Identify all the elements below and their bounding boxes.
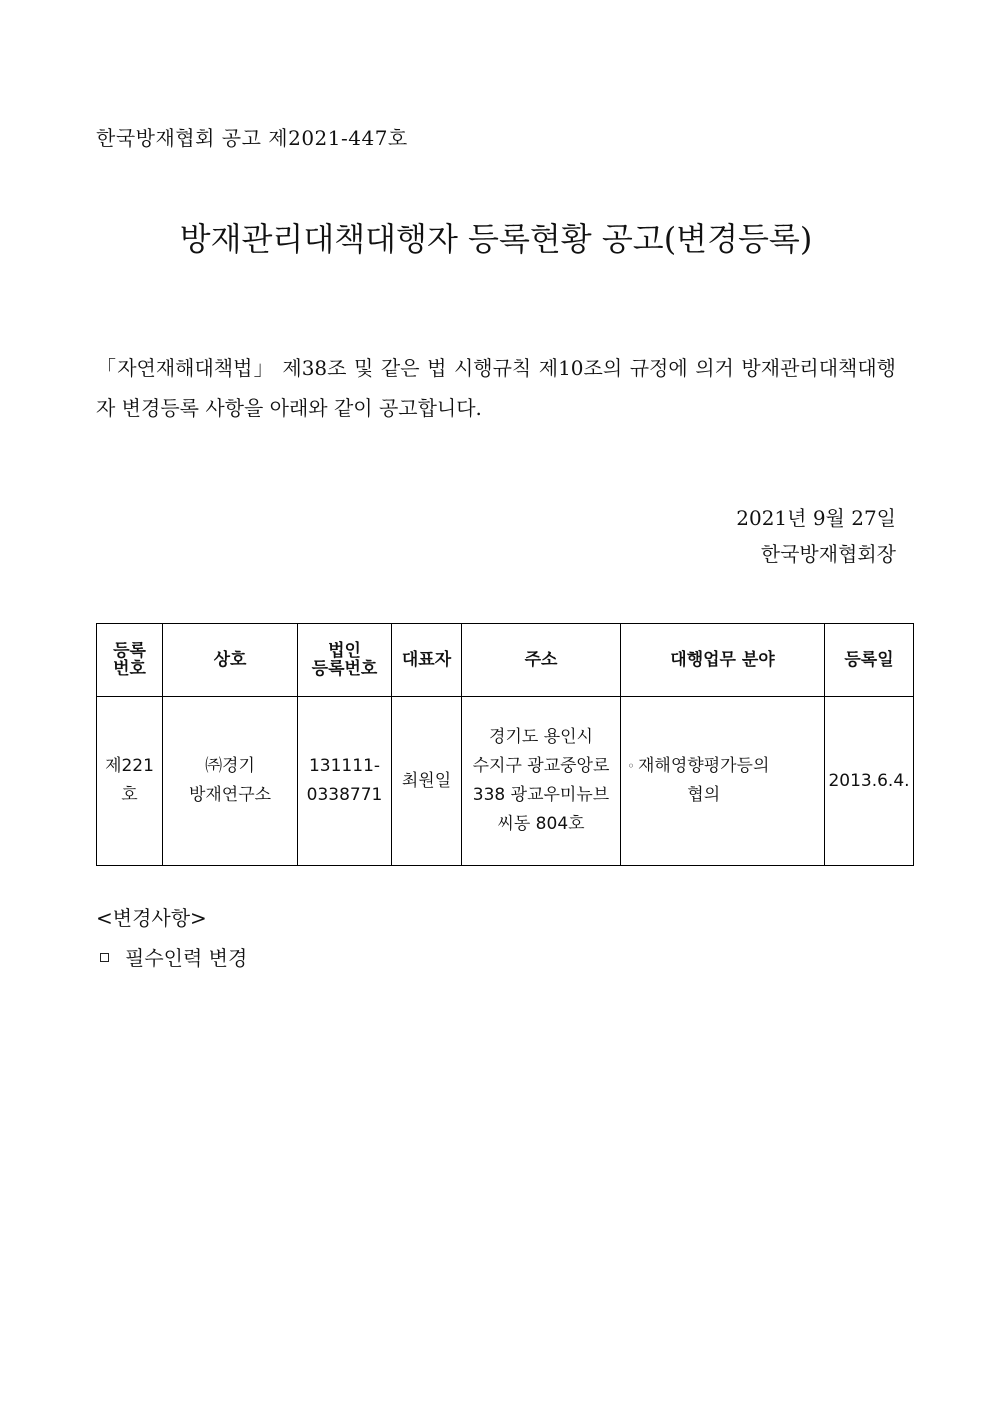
header-reg-no: 등록 번호 [97,624,163,697]
header-corp-no: 법인 등록번호 [298,624,392,697]
header-field: 대행업무 분야 [621,624,825,697]
changes-heading: <변경사항> [96,906,207,930]
header-representative: 대표자 [392,624,462,697]
cell-corp-no: 131111- 0338771 [298,697,392,866]
page-title: 방재관리대책대행자 등록현황 공고(변경등록) [179,220,813,258]
changes-item [100,942,247,971]
cell-representative: 최원일 [392,697,462,866]
notice-number: 한국방재협회 공고 제2021-447호 [96,126,408,150]
field-entry [624,752,821,810]
cell-field [621,697,825,866]
field-text: 재해영향평가등의 협의 [638,756,770,805]
notice-date: 2021년 9월 27일 [736,506,896,530]
cell-reg-date: 2013.6.4. [825,697,914,866]
header-company: 상호 [163,624,298,697]
header-reg-date: 등록일 [825,624,914,697]
issuer-name: 한국방재협회장 [760,542,896,566]
square-bullet-icon [100,953,109,962]
cell-address: 경기도 용인시 수지구 광교중앙로 338 광교우미뉴브 씨동 804호 [462,697,621,866]
table-row [97,697,914,866]
registration-table [96,623,914,866]
table-header-row [97,624,914,697]
header-address: 주소 [462,624,621,697]
body-text: 「자연재해대책법」 제38조 및 같은 법 시행규칙 제10조의 규정에 의거 방재관리대책대행자 변경등록 사항을 아래와 같이 공고합니다. [96,356,896,420]
cell-company: ㈜경기 방재연구소 [163,697,298,866]
circle-bullet-icon: ◦ [627,759,635,773]
cell-reg-no: 제221호 [97,697,163,866]
signature-block [736,500,896,572]
changes-item-text: 필수인력 변경 [125,946,248,970]
